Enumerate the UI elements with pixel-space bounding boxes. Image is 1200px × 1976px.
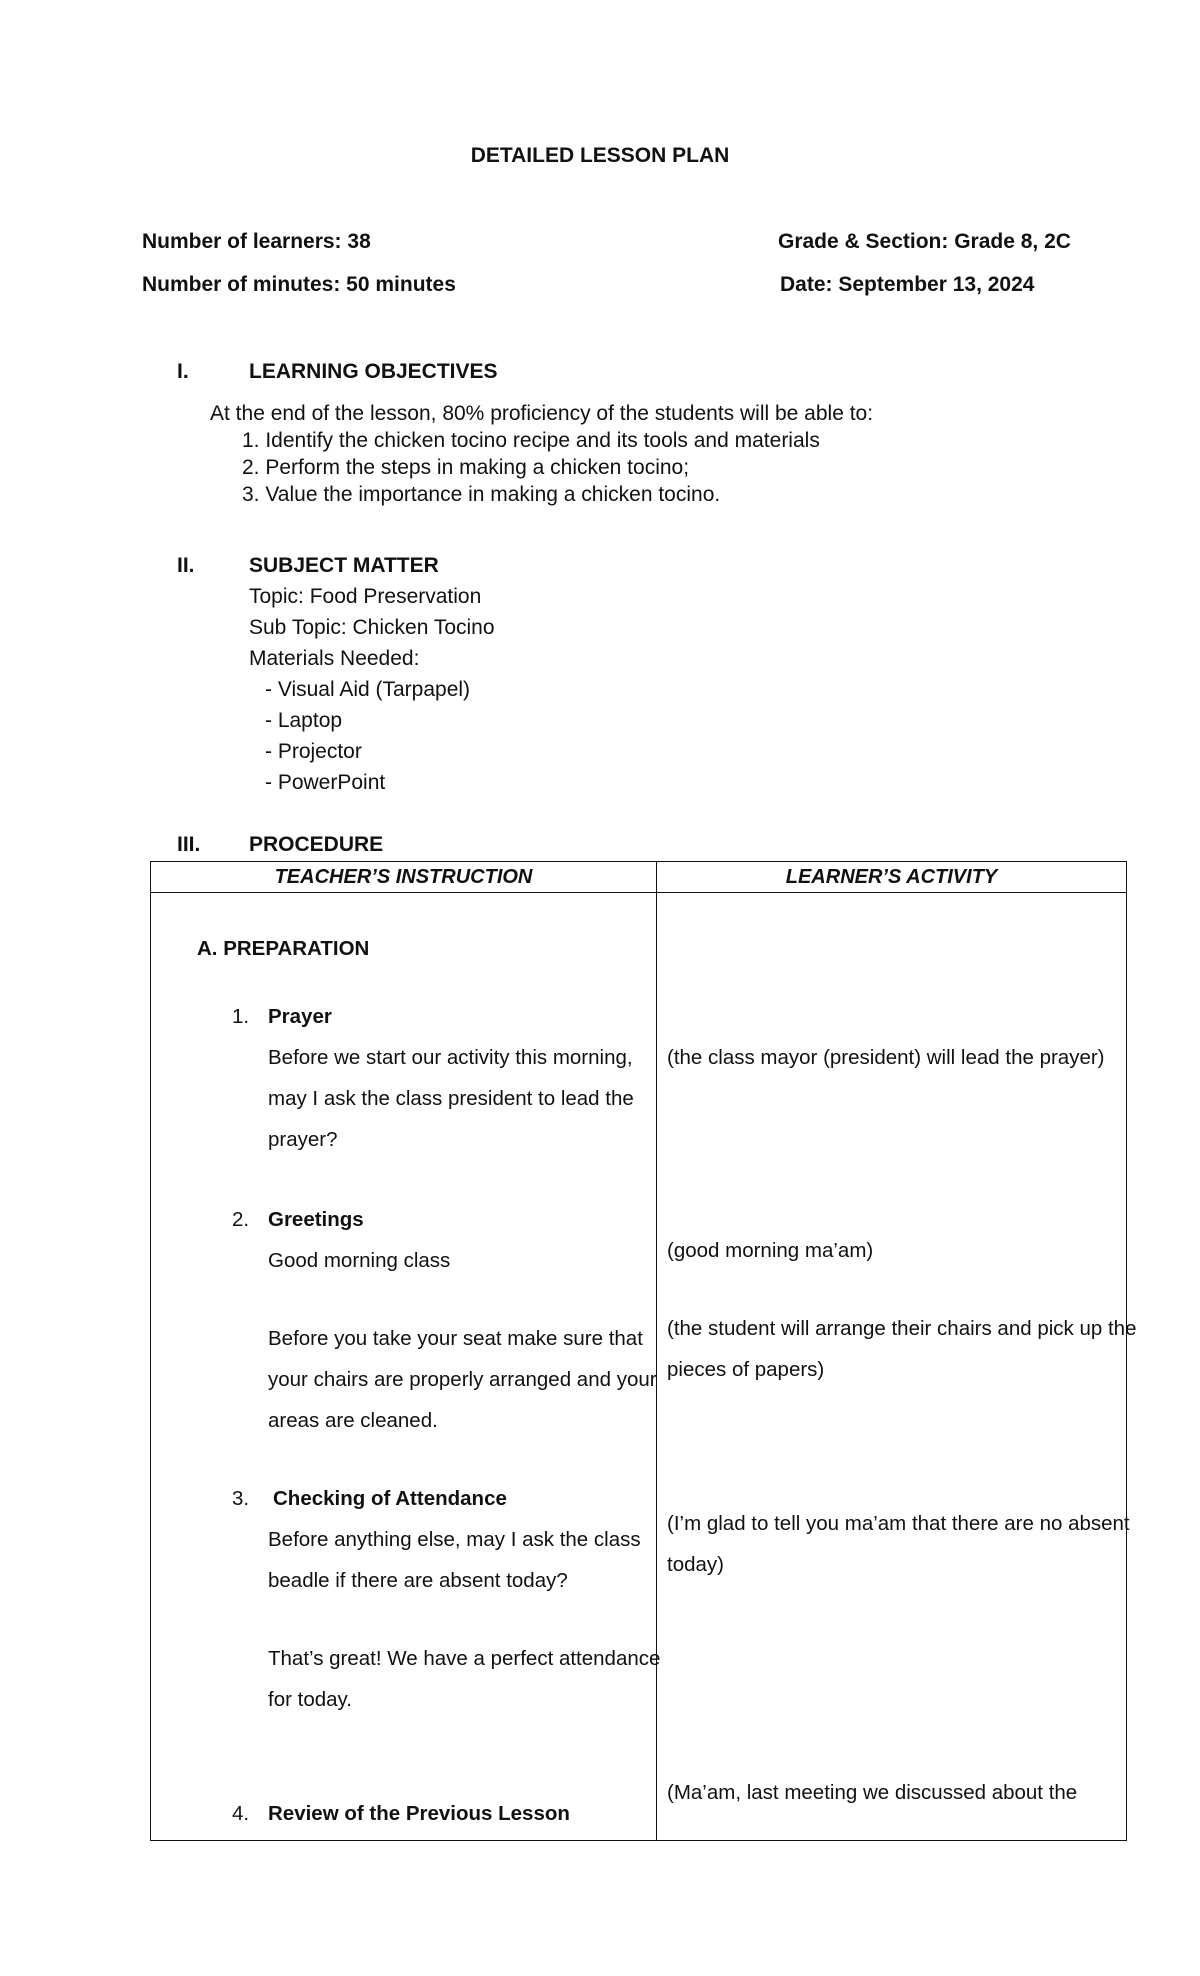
prayer-title: Prayer xyxy=(268,1005,332,1028)
seat-instruction: Before you take your seat make sure that xyxy=(268,1327,643,1350)
subject-number: II. xyxy=(177,554,195,577)
subject-heading: SUBJECT MATTER xyxy=(249,554,439,577)
seat-instruction: areas are cleaned. xyxy=(268,1409,438,1432)
objective-item: 3. Value the importance in making a chicken tocino. xyxy=(242,483,721,506)
learner-greeting: (good morning ma’am) xyxy=(667,1239,874,1262)
objectives-heading: LEARNING OBJECTIVES xyxy=(249,360,498,383)
attendance-text: Before anything else, may I ask the class xyxy=(268,1528,641,1551)
objective-item: 1. Identify the chicken tocino recipe and its tools and materials xyxy=(242,429,820,452)
step-number: 3. xyxy=(232,1487,250,1510)
learner-arrange: (the student will arrange their chairs and pick up the xyxy=(667,1317,1137,1340)
attendance-text: beadle if there are absent today? xyxy=(268,1569,568,1592)
learner-arrange: pieces of papers) xyxy=(667,1358,825,1381)
document-title: DETAILED LESSON PLAN xyxy=(470,144,730,167)
objective-item: 2. Perform the steps in making a chicken tocino; xyxy=(242,456,690,479)
step-number: 1. xyxy=(232,1005,250,1028)
subject-topic: Topic: Food Preservation xyxy=(249,585,482,608)
teacher-column xyxy=(151,893,661,1841)
review-title: Review of the Previous Lesson xyxy=(268,1802,570,1825)
learner-attendance: today) xyxy=(667,1553,724,1576)
material-item: - Projector xyxy=(265,740,362,763)
objectives-number: I. xyxy=(177,360,189,383)
preparation-heading: A. PREPARATION xyxy=(197,937,370,960)
attendance-remark: That’s great! We have a perfect attendance xyxy=(268,1647,661,1670)
procedure-table xyxy=(150,861,1137,1841)
greetings-title: Greetings xyxy=(268,1208,364,1231)
step-number: 4. xyxy=(232,1802,250,1825)
greetings-text: Good morning class xyxy=(268,1249,451,1272)
objectives-intro: At the end of the lesson, 80% proficiency of the students will be able to: xyxy=(210,402,874,425)
grade-section: Grade & Section: Grade 8, 2C xyxy=(778,230,1071,253)
subject-subtopic: Sub Topic: Chicken Tocino xyxy=(249,616,495,639)
learner-attendance: (I’m glad to tell you ma’am that there are no absent xyxy=(667,1512,1130,1535)
materials-label: Materials Needed: xyxy=(249,647,420,670)
learners-count: Number of learners: 38 xyxy=(142,230,371,253)
teacher-instruction-header: TEACHER’S INSTRUCTION xyxy=(151,862,657,893)
learner-review: (Ma’am, last meeting we discussed about the xyxy=(667,1781,1078,1804)
material-item: - PowerPoint xyxy=(265,771,386,794)
lesson-date: Date: September 13, 2024 xyxy=(780,273,1035,296)
prayer-text: may I ask the class president to lead the xyxy=(268,1087,634,1110)
material-item: - Visual Aid (Tarpapel) xyxy=(265,678,471,701)
procedure-number: III. xyxy=(177,833,201,856)
minutes-count: Number of minutes: 50 minutes xyxy=(142,273,456,296)
attendance-remark: for today. xyxy=(268,1688,352,1711)
step-number: 2. xyxy=(232,1208,250,1231)
prayer-text: prayer? xyxy=(268,1128,338,1151)
material-item: - Laptop xyxy=(265,709,343,732)
learner-activity-header: LEARNER’S ACTIVITY xyxy=(657,862,1127,893)
seat-instruction: your chairs are properly arranged and your xyxy=(268,1368,657,1391)
prayer-text: Before we start our activity this morning, xyxy=(268,1046,633,1069)
learner-prayer: (the class mayor (president) will lead the prayer) xyxy=(667,1046,1105,1069)
learner-column xyxy=(657,893,1137,1841)
attendance-title: Checking of Attendance xyxy=(273,1487,507,1510)
procedure-heading: PROCEDURE xyxy=(249,833,384,856)
